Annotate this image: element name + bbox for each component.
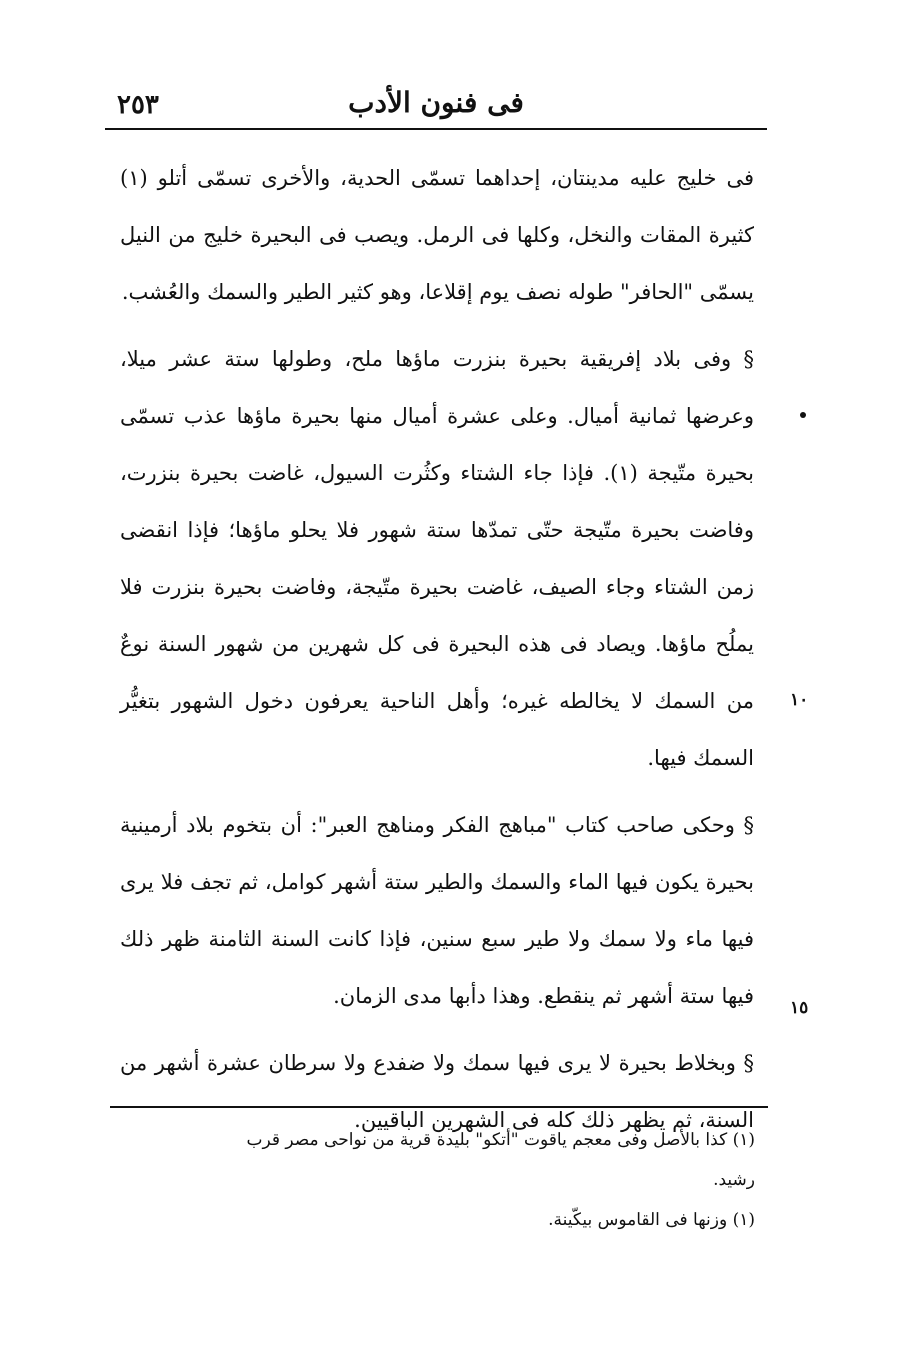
footnotes <box>220 1120 755 1240</box>
paragraph-4: § وبخلاط بحيرة لا يرى فيها سمك ولا ضفدع ولا سرطان عشرة أشهر من السنة، ثم يظهر ذلك كله فى الشهرين الباقيين. <box>120 1051 754 1132</box>
footnote-2: (١) وزنها فى القاموس بيكّينة. <box>548 1210 755 1230</box>
header-rule <box>105 128 767 130</box>
paragraph-2: § وفى بلاد إفريقية بحيرة بنزرت ماؤها ملح، وطولها ستة عشر ميلا، وعرضها ثمانية أميال. وعلى عشرة أميال منها بحيرة ماؤها عذب تسمّى بحيرة متّيجة (١). فإذا جاء الشتاء وكثُرت السيول، غاضت بحيرة بنزرت، وفاضت بحيرة متّيجة حتّى تمدّها ستة شهور فلا يحلو ماؤها؛ فإذا انقضى زمن الشتاء وجاء الصيف، غاضت بحيرة متّيجة، وفاضت بحيرة بنزرت فلا يملُح ماؤها. ويصاد فى هذه البحيرة فى كل شهرين من شهور السنة نوعٌ من السمك لا يخالطه غيره؛ وأهل الناحية يعرفون دخول الشهور بتغيُّر السمك فيها. <box>120 347 754 770</box>
footnote-1: (١) كذا بالأصل وفى معجم ياقوت "أتكو" بليدة قرية من نواحى مصر قرب رشيد. <box>246 1130 755 1190</box>
main-text <box>120 150 754 1159</box>
running-title: فى فنون الأدب <box>348 86 524 119</box>
line-number-15: ١٥ <box>790 998 809 1018</box>
page-header <box>105 86 767 126</box>
paragraph-1: فى خليج عليه مدينتان، إحداهما تسمّى الحدية، والأخرى تسمّى أتلو (١) كثيرة المقات والنخل، وكلها فى الرمل. ويصب فى البحيرة خليج من النيل يسمّى "الحافر" طوله نصف يوم إقلاعا، وهو كثير الطير والسمك والعُشب. <box>120 166 754 304</box>
page-number: ٢٥٣ <box>117 90 159 120</box>
paragraph-3: § وحكى صاحب كتاب "مباهج الفكر ومناهج العبر": أن بتخوم بلاد أرمينية بحيرة يكون فيها الماء والسمك والطير ستة أشهر كوامل، ثم تجف فلا يرى فيها ماء ولا سمك ولا طير سبع سنين، فإذا كانت السنة الثامنة ظهر ذلك فيها ستة أشهر ثم ينقطع. وهذا دأبها مدى الزمان. <box>120 813 754 1008</box>
line-5-marker-dot <box>800 412 806 418</box>
line-number-10: ١٠ <box>790 690 809 710</box>
footnote-rule <box>110 1106 768 1108</box>
